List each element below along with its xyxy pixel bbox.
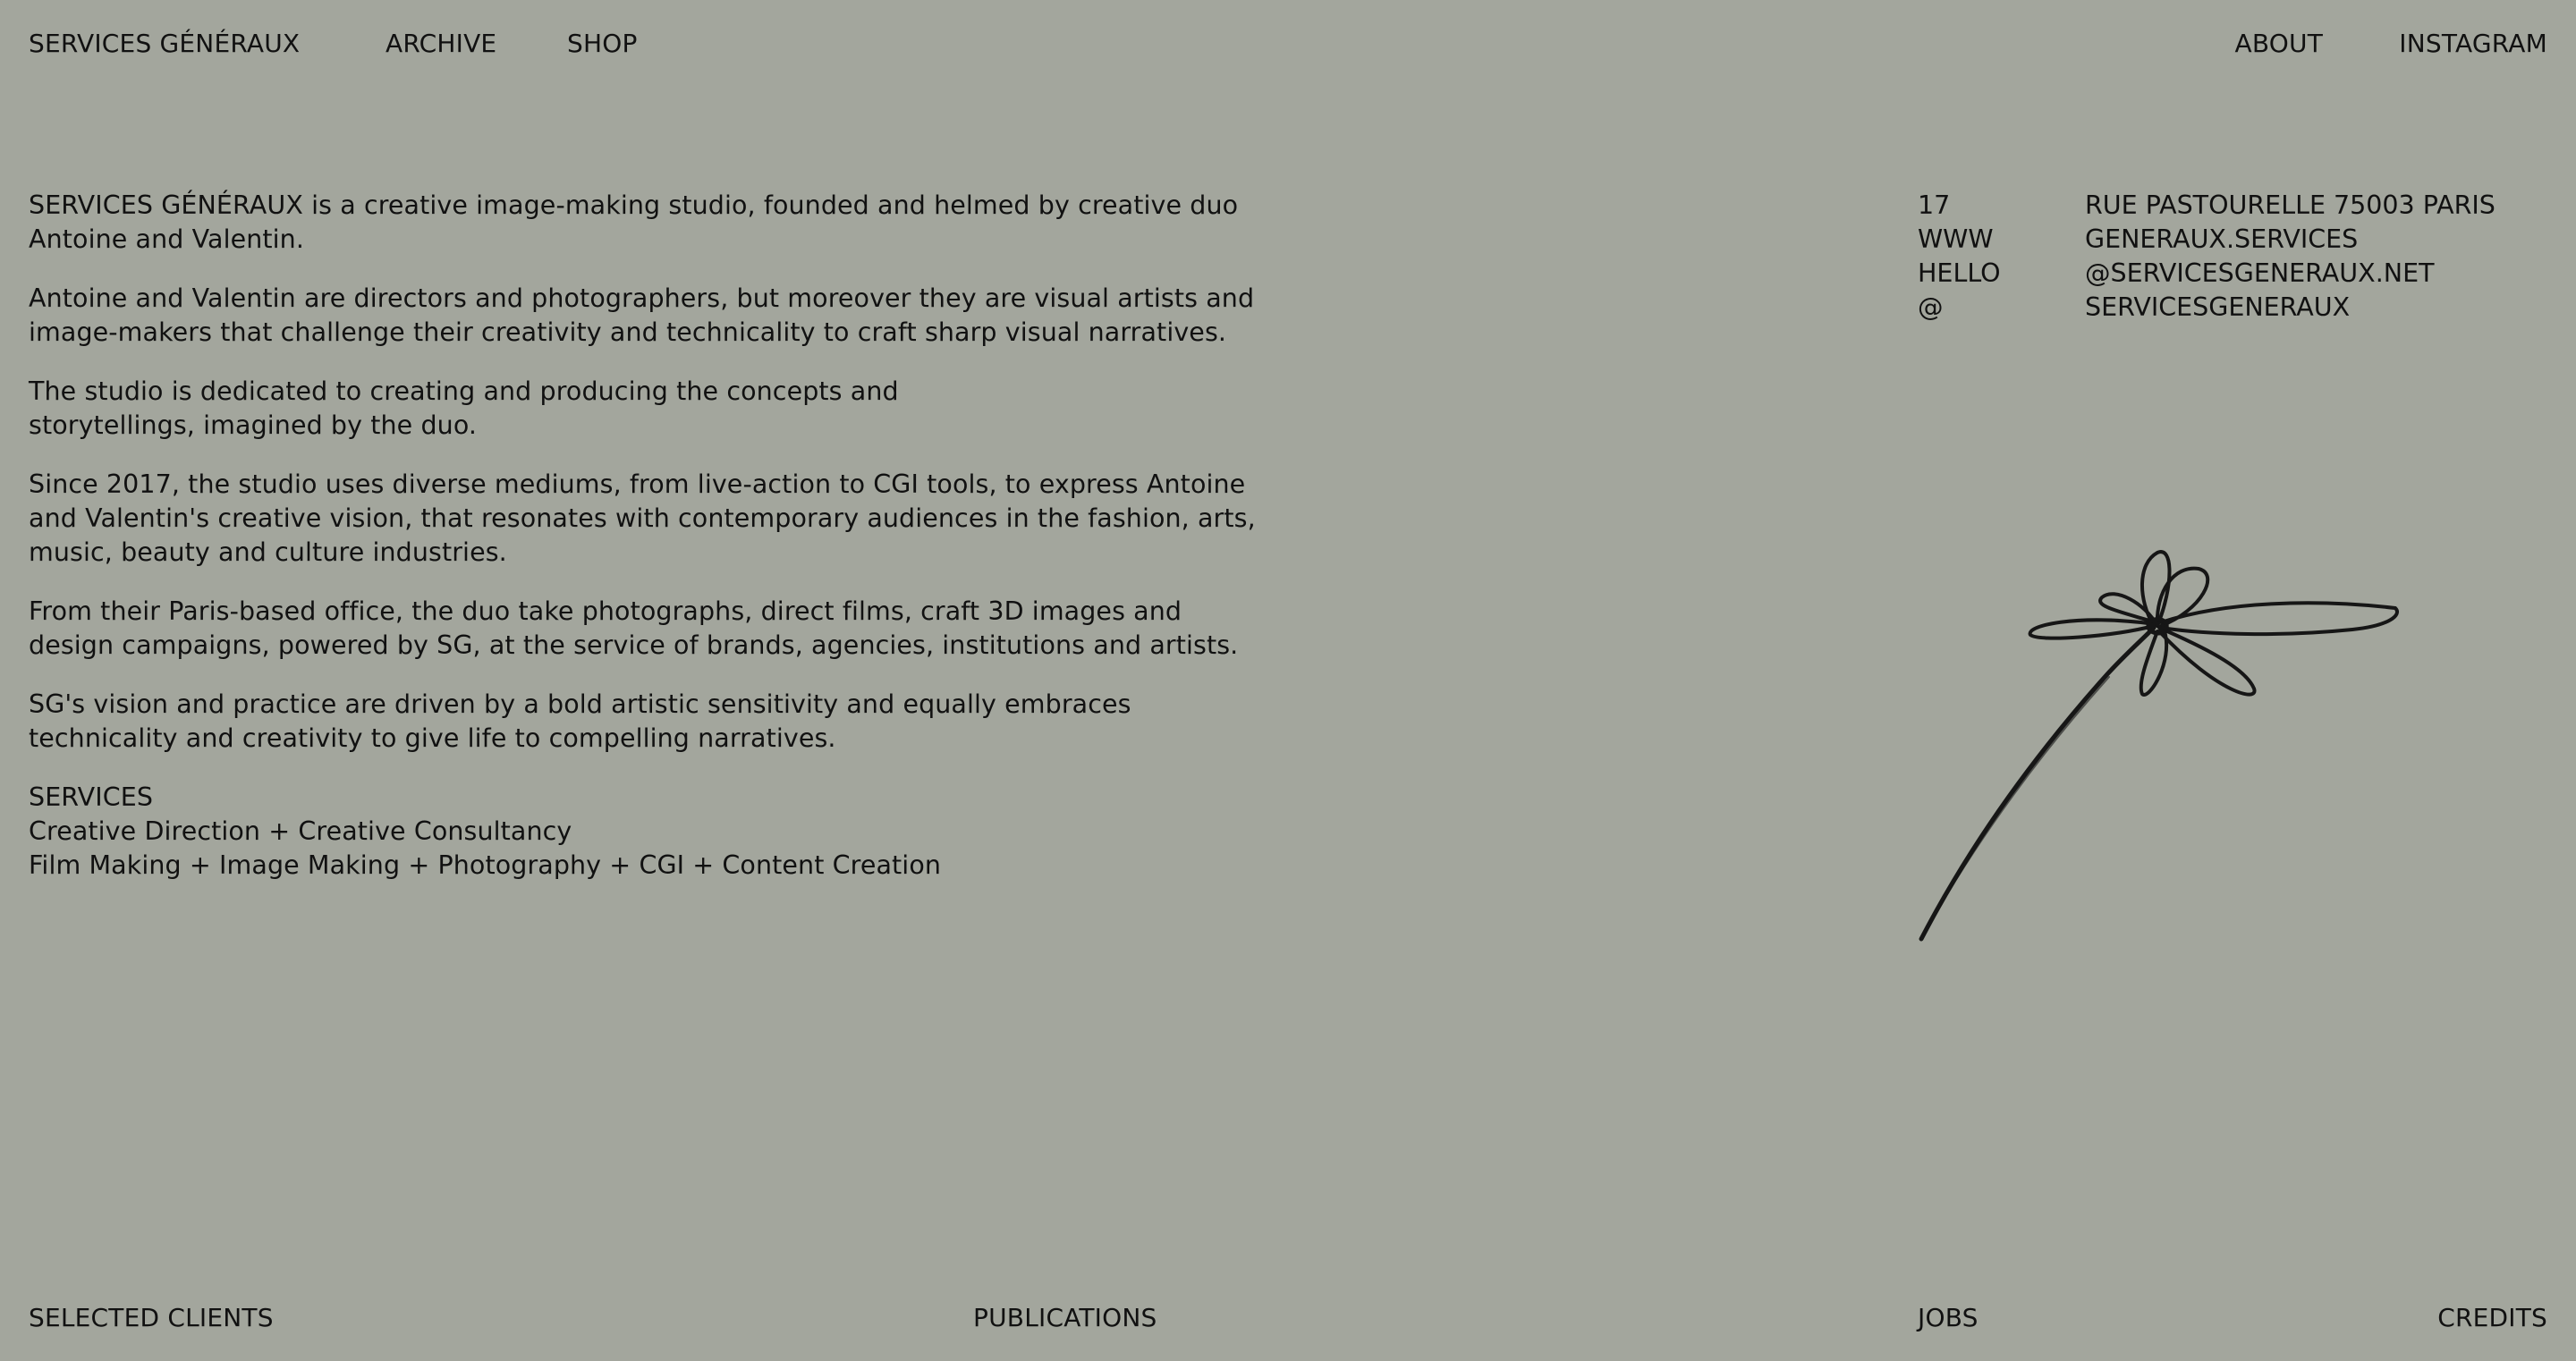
contact-key: @ <box>1918 292 1944 322</box>
contact-table <box>1918 189 2496 325</box>
services-title: SERVICES <box>29 782 154 812</box>
footer-jobs-link[interactable]: JOBS <box>1918 1303 1979 1332</box>
about-paragraph-3: The studio is dedicated to creating and producing the concepts and storytellings, imagined by the duo. <box>29 376 899 440</box>
contact-key: 17 <box>1918 190 1951 220</box>
nav-about-link[interactable]: ABOUT <box>2234 29 2323 58</box>
contact-row-website <box>1918 223 2496 257</box>
contact-row-email <box>1918 257 2496 291</box>
contact-row-instagram <box>1918 291 2496 325</box>
contact-instagram-link[interactable]: SERVICESGENERAUX <box>2085 292 2351 322</box>
about-paragraph-2: Antoine and Valentin are directors and photographers, but moreover they are visual artists and image-makers that challenge their creativity and technicality to craft sharp visual narratives. <box>29 283 1255 347</box>
about-paragraph-6: SG's vision and practice are driven by a bold artistic sensitivity and equally embraces technicality and creativity to give life to compelling narratives. <box>29 689 1131 753</box>
contact-key: WWW <box>1918 224 1994 254</box>
about-paragraph-1: SERVICES GÉNÉRAUX is a creative image-making studio, founded and helmed by creative duo Antoine and Valentin. <box>29 190 1239 254</box>
nav-instagram-link[interactable]: INSTAGRAM <box>2399 29 2547 58</box>
contact-website-link[interactable]: GENERAUX.SERVICES <box>2085 224 2359 254</box>
services-line-1: Creative Direction + Creative Consultancy <box>29 816 572 846</box>
nav-shop-link[interactable]: SHOP <box>567 29 638 58</box>
footer-publications-link[interactable]: PUBLICATIONS <box>973 1303 1157 1332</box>
flower-drawing-icon <box>1905 492 2406 948</box>
contact-key: HELLO <box>1918 258 2001 288</box>
about-paragraph-4: Since 2017, the studio uses diverse mediums, from live-action to CGI tools, to express Antoine and Valentin's creative vision, that resonates with contemporary audiences in the fashion, arts, music, beauty and culture industries. <box>29 469 1256 567</box>
contact-address: RUE PASTOURELLE 75003 PARIS <box>2085 190 2496 220</box>
services-block <box>29 781 1263 883</box>
footer-credits-link[interactable]: CREDITS <box>2437 1303 2547 1332</box>
about-section <box>29 189 1263 883</box>
about-paragraph-5: From their Paris-based office, the duo take photographs, direct films, craft 3D images and design campaigns, powered by SG, at the service of brands, agencies, institutions and artists. <box>29 596 1239 660</box>
nav-archive-link[interactable]: ARCHIVE <box>386 29 497 58</box>
contact-row-address <box>1918 189 2496 223</box>
contact-email-link[interactable]: @SERVICESGENERAUX.NET <box>2085 258 2435 288</box>
services-line-2: Film Making + Image Making + Photography + CGI + Content Creation <box>29 850 942 880</box>
footer-selected-clients-link[interactable]: SELECTED CLIENTS <box>29 1303 274 1332</box>
brand-link[interactable]: SERVICES GÉNÉRAUX <box>29 29 301 58</box>
